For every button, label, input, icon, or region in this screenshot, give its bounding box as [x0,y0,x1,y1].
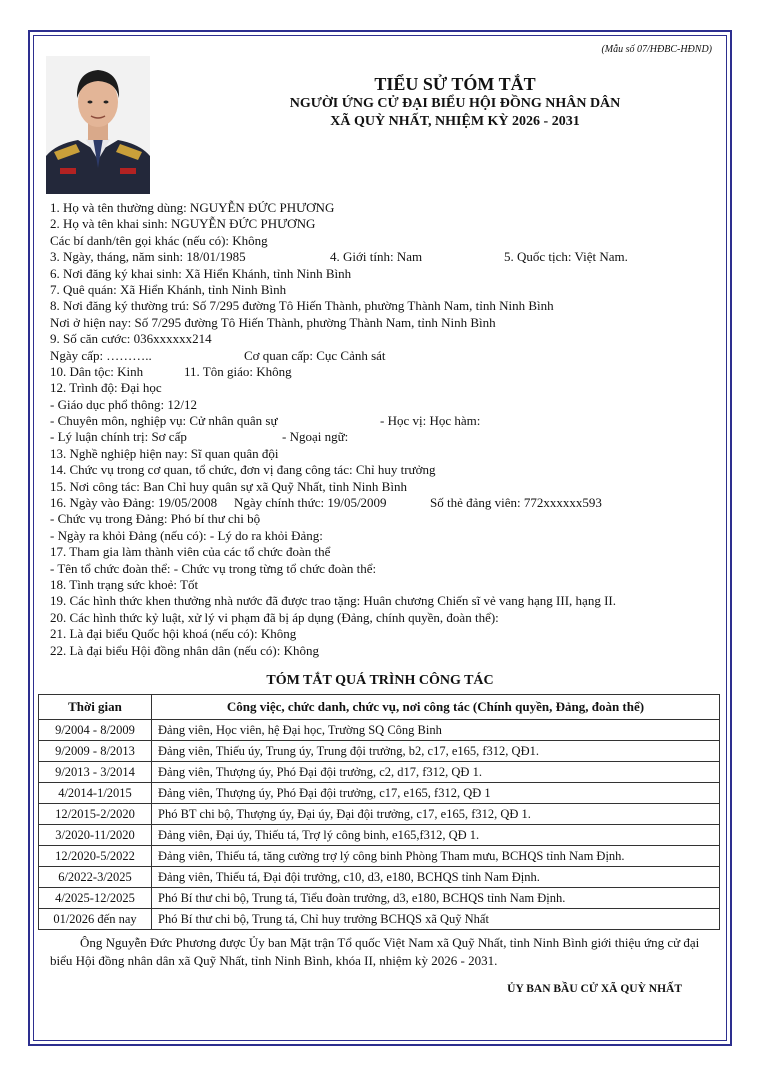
period-cell: 12/2020-5/2022 [39,846,152,867]
info-line: 15. Nơi công tác: Ban Chỉ huy quân sự xã Quỹ Nhất, tỉnh Ninh Bình [50,478,407,494]
nationality: 5. Quốc tịch: Việt Nam. [504,249,628,265]
header-position: Công việc, chức danh, chức vụ, nơi công tác (Chính quyền, Đảng, đoàn thể) [152,695,720,720]
position-cell: Đảng viên, Thiếu tá, tăng cường trợ lý công binh Phòng Tham mưu, BCHQS tỉnh Nam Định. [152,846,720,867]
work-section-title: TÓM TẮT QUÁ TRÌNH CÔNG TÁC [266,673,494,688]
document-title: TIỂU SỬ TÓM TẮT [374,74,536,94]
table-row [39,825,720,846]
table-row [39,867,720,888]
info-line: 8. Nơi đăng ký thường trú: Số 7/295 đường Tô Hiến Thành, phường Thành Nam, tỉnh Ninh Bình [50,298,554,314]
period-cell: 9/2013 - 3/2014 [39,762,152,783]
info-line: 17. Tham gia làm thành viên của các tổ chức đoàn thể [50,544,331,560]
info-line: 9. Số căn cước: 036xxxxxx214 [50,331,212,347]
info-line: - Tên tổ chức đoàn thể: - Chức vụ trong từng tổ chức đoàn thể: [50,560,377,576]
info-line-birth [50,249,730,265]
position-cell: Đảng viên, Thiếu tá, Đại đội trưởng, c10, d3, e180, BCHQS tỉnh Nam Định. [152,867,720,888]
info-line: Nơi ở hiện nay: Số 7/295 đường Tô Hiến Thành, phường Thành Nam, tỉnh Ninh Bình [50,314,496,330]
info-line: - Ngày ra khỏi Đảng (nếu có): - Lý do ra khỏi Đảng: [50,527,323,543]
period-cell: 4/2025-12/2025 [39,888,152,909]
issue-date: Ngày cấp: ……….. [50,347,152,363]
table-row [39,762,720,783]
party-join-date: 16. Ngày vào Đảng: 19/05/2008 [50,495,218,511]
table-row [39,888,720,909]
position-cell: Đảng viên, Thượng úy, Phó Đại đội trưởng, c2, d17, f312, QĐ 1. [152,762,720,783]
info-line: - Chức vụ trong Đảng: Phó bí thư chi bộ [50,511,261,527]
info-line-ethnic [50,364,730,380]
position-cell: Phó Bí thư chi bộ, Trung tá, Chỉ huy trưởng BCHQS xã Quỹ Nhất [152,909,720,930]
table-row [39,720,720,741]
position-cell: Đảng viên, Học viên, hệ Đại học, Trường SQ Công Binh [152,720,720,741]
political-theory: - Lý luận chính trị: Sơ cấp [50,429,187,445]
table-row [39,846,720,867]
work-history-table [38,694,720,930]
portrait-photo [46,56,150,194]
document-subtitle: NGƯỜI ỨNG CỬ ĐẠI BIỂU HỘI ĐỒNG NHÂN DÂN [289,96,621,111]
header-period: Thời gian [39,695,152,720]
period-cell: 9/2009 - 8/2013 [39,741,152,762]
info-line: 21. Là đại biểu Quốc hội khoá (nếu có): Không [50,626,297,642]
religion: 11. Tôn giáo: Không [184,363,292,379]
position-cell: Phó BT chi bộ, Thượng úy, Đại úy, Đại đội trưởng, c17, e165, f312, QĐ 1. [152,804,720,825]
info-line: 18. Tình trạng sức khoẻ: Tốt [50,576,199,592]
info-line: 1. Họ và tên thường dùng: NGUYỄN ĐỨC PHƯƠNG [50,200,335,215]
info-line: - Giáo dục phổ thông: 12/12 [50,396,197,412]
introduction-paragraph: Ông Nguyễn Đức Phương được Ủy ban Mặt trận Tổ quốc Việt Nam xã Quỹ Nhất, tỉnh Ninh Bình giới thiệu ứng cử đại biểu Hội đồng nhân dân xã Quỹ Nhất, tỉnh Ninh Bình, khóa II, nhiệm kỳ 2026 - 2031. [50,935,700,968]
info-line-politics [50,429,730,445]
academic-degree: - Học vị: Học hàm: [380,413,481,429]
party-official-date: Ngày chính thức: 19/05/2009 [234,495,387,511]
info-line: 7. Quê quán: Xã Hiển Khánh, tỉnh Ninh Bình [50,281,287,297]
table-row [39,804,720,825]
table-row [39,783,720,804]
document-subtitle-term: XÃ QUỲ NHẤT, NHIỆM KỲ 2026 - 2031 [330,114,580,129]
info-line-specialty [50,413,730,429]
gender: 4. Giới tính: Nam [330,249,423,265]
form-number: (Mẫu số 07/HĐBC-HĐND) [601,44,712,55]
info-line: 2. Họ và tên khai sinh: NGUYỄN ĐỨC PHƯƠNG [50,216,316,232]
info-line: 14. Chức vụ trong cơ quan, tổ chức, đơn vị đang công tác: Chỉ huy trưởng [50,462,436,478]
info-line: 6. Nơi đăng ký khai sinh: Xã Hiển Khánh, tỉnh Ninh Bình [50,265,352,281]
info-line-issue [50,348,730,364]
table-row [39,741,720,762]
personal-info [50,200,730,659]
foreign-language: - Ngoại ngữ: [282,429,349,445]
period-cell: 12/2015-2/2020 [39,804,152,825]
table-header-row [39,695,720,720]
period-cell: 6/2022-3/2025 [39,867,152,888]
birth-date: 3. Ngày, tháng, năm sinh: 18/01/1985 [50,249,246,265]
signer-organization: ỦY BAN BẦU CỬ XÃ QUỲ NHẤT [507,983,682,995]
issuing-agency: Cơ quan cấp: Cục Cảnh sát [244,347,386,363]
period-cell: 4/2014-1/2015 [39,783,152,804]
info-line: 12. Trình độ: Đại học [50,380,162,396]
period-cell: 9/2004 - 8/2009 [39,720,152,741]
info-line: 19. Các hình thức khen thưởng nhà nước đã được trao tặng: Huân chương Chiến sĩ vẻ vang hạng III, hạng II. [50,593,616,609]
party-card-number: Số thẻ đảng viên: 772xxxxxx593 [430,495,602,511]
period-cell: 01/2026 đến nay [39,909,152,930]
position-cell: Đảng viên, Đại úy, Thiếu tá, Trợ lý công binh, e165,f312, QĐ 1. [152,825,720,846]
position-cell: Đảng viên, Thiếu úy, Trung úy, Trung đội trưởng, b2, c17, e165, f312, QĐ1. [152,741,720,762]
period-cell: 3/2020-11/2020 [39,825,152,846]
info-line-party [50,495,730,511]
ethnicity: 10. Dân tộc: Kinh [50,363,144,379]
table-row [39,909,720,930]
info-line: 20. Các hình thức kỷ luật, xử lý vi phạm đã bị áp dụng (Đảng, chính quyền, đoàn thể): [50,609,499,625]
position-cell: Đảng viên, Thượng úy, Phó Đại đội trưởng, c17, e165, f312, QĐ 1 [152,783,720,804]
info-line: Các bí danh/tên gọi khác (nếu có): Không [50,232,268,248]
info-line: 13. Nghề nghiệp hiện nay: Sĩ quan quân đội [50,445,279,461]
specialty: - Chuyên môn, nghiệp vụ: Cử nhân quân sự [50,413,278,429]
info-line: 22. Là đại biểu Hội đồng nhân dân (nếu có): Không [50,642,319,658]
position-cell: Phó Bí thư chi bộ, Trung tá, Tiểu đoàn trưởng, d3, e180, BCHQS tỉnh Nam Định. [152,888,720,909]
